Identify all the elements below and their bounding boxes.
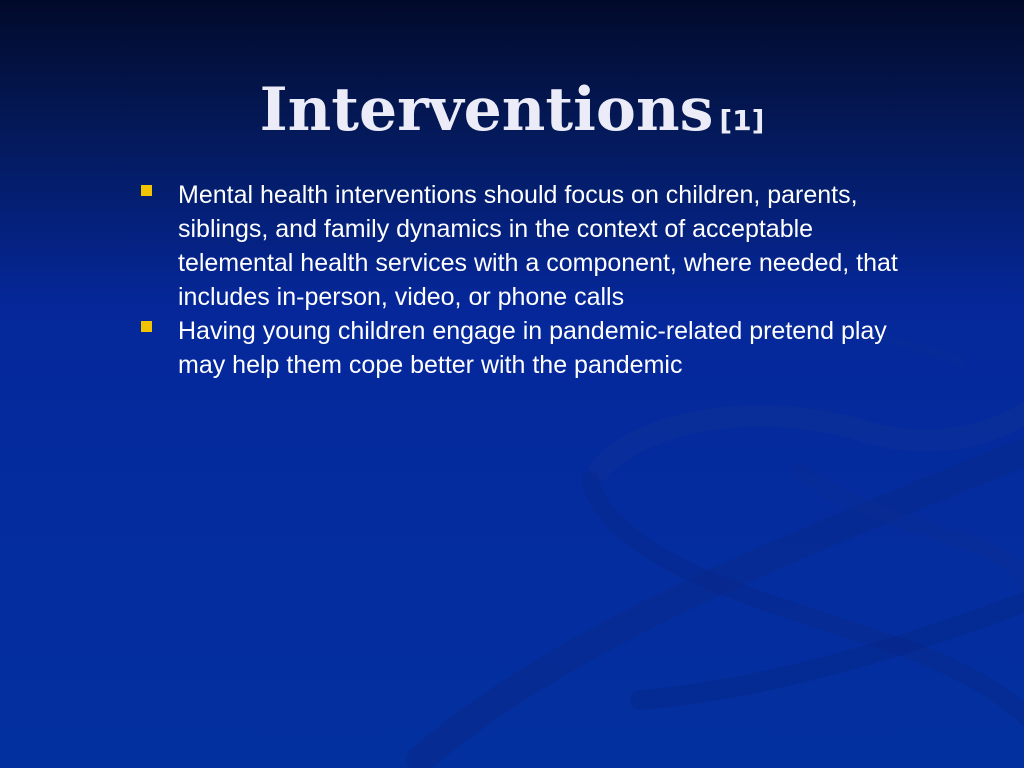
square-bullet-icon [141, 321, 152, 332]
bullet-item [138, 178, 918, 314]
bullet-list [138, 178, 918, 382]
citation-reference: [1] [719, 104, 765, 137]
slide-title-text: Interventions [259, 75, 714, 145]
bullet-text: Mental health interventions should focus on children, parents, siblings, and family dynamics in the context of acceptable telemental health services with a component, where needed, that includes in-person, video, or phone calls [178, 181, 898, 311]
slide-title [0, 74, 1024, 157]
square-bullet-icon [141, 185, 152, 196]
bullet-text: Having young children engage in pandemic-related pretend play may help them cope better with the pandemic [178, 317, 887, 379]
bullet-item [138, 314, 918, 382]
